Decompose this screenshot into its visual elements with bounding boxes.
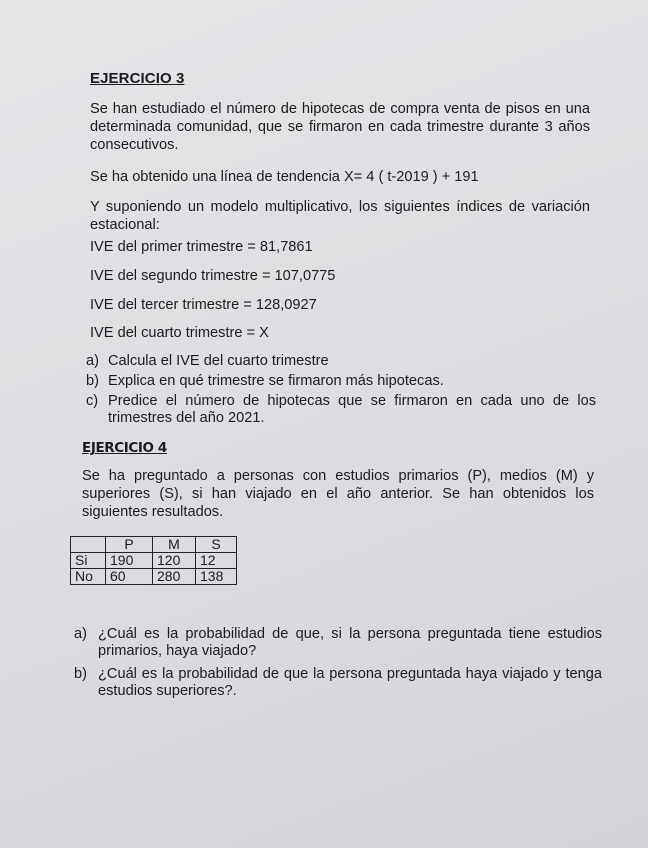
exercise-4-intro: Se ha preguntado a personas con estudios primarios (P), medios (M) y superiores (S), si han viajado en el año anterior. Se han obtenidos los siguientes resultados.: [82, 468, 594, 520]
table-header-row: [71, 537, 237, 553]
exercise-4-question-a: [74, 626, 602, 662]
question-text: Calcula el IVE del cuarto trimestre: [108, 353, 329, 369]
table-cell: 280: [153, 569, 196, 585]
table-cell: 120: [153, 553, 196, 569]
seasonal-model-text: Y suponiendo un modelo multiplicativo, los siguientes índices de variación estacional:: [90, 199, 590, 233]
ive-third-quarter: IVE del tercer trimestre = 128,0927: [90, 297, 317, 313]
question-text: ¿Cuál es la probabilidad de que, si la persona preguntada tiene estudios primarios, haya viajado?: [98, 626, 602, 659]
question-marker: a): [86, 353, 99, 369]
table-row: [71, 553, 237, 569]
exercise-3-title: EJERCICIO 3: [90, 70, 185, 87]
table-header-cell: S: [196, 537, 237, 553]
table-cell: 138: [196, 569, 237, 585]
table-header-cell: M: [153, 537, 196, 553]
exercise-3-question-b: [86, 373, 596, 390]
question-text: Predice el número de hipotecas que se firmaron en cada uno de los trimestres del año 2021.: [108, 393, 596, 426]
exercise-3-question-a: [86, 353, 596, 370]
question-marker: a): [74, 626, 87, 642]
table-header-cell: [71, 537, 106, 553]
table-cell: 12: [196, 553, 237, 569]
ive-first-quarter: IVE del primer trimestre = 81,7861: [90, 239, 313, 255]
question-marker: c): [86, 393, 99, 409]
travel-results-table: [70, 536, 237, 585]
ive-second-quarter: IVE del segundo trimestre = 107,0775: [90, 268, 336, 284]
table-row: [71, 569, 237, 585]
table-cell: 190: [106, 553, 153, 569]
exercise-4-question-b: [74, 666, 602, 702]
table-cell: Si: [71, 553, 106, 569]
question-text: ¿Cuál es la probabilidad de que la persona preguntada haya viajado y tenga estudios superiores?.: [98, 666, 602, 699]
question-text: Explica en qué trimestre se firmaron más hipotecas.: [108, 373, 444, 389]
exercise-3-intro: Se han estudiado el número de hipotecas de compra venta de pisos en una determinada comunidad, que se firmaron en cada trimestre durante 3 años consecutivos.: [90, 101, 590, 153]
question-marker: b): [74, 666, 87, 682]
table-cell: 60: [106, 569, 153, 585]
table-header-cell: P: [106, 537, 153, 553]
trend-line-text: Se ha obtenido una línea de tendencia X= 4 ( t-2019 ) + 191: [90, 169, 479, 185]
exercise-3-question-c: [86, 393, 596, 429]
ive-fourth-quarter: IVE del cuarto trimestre = X: [90, 325, 269, 341]
question-marker: b): [86, 373, 99, 389]
table-cell: No: [71, 569, 106, 585]
exercise-4-title: EJERCICIO 4: [82, 440, 167, 456]
